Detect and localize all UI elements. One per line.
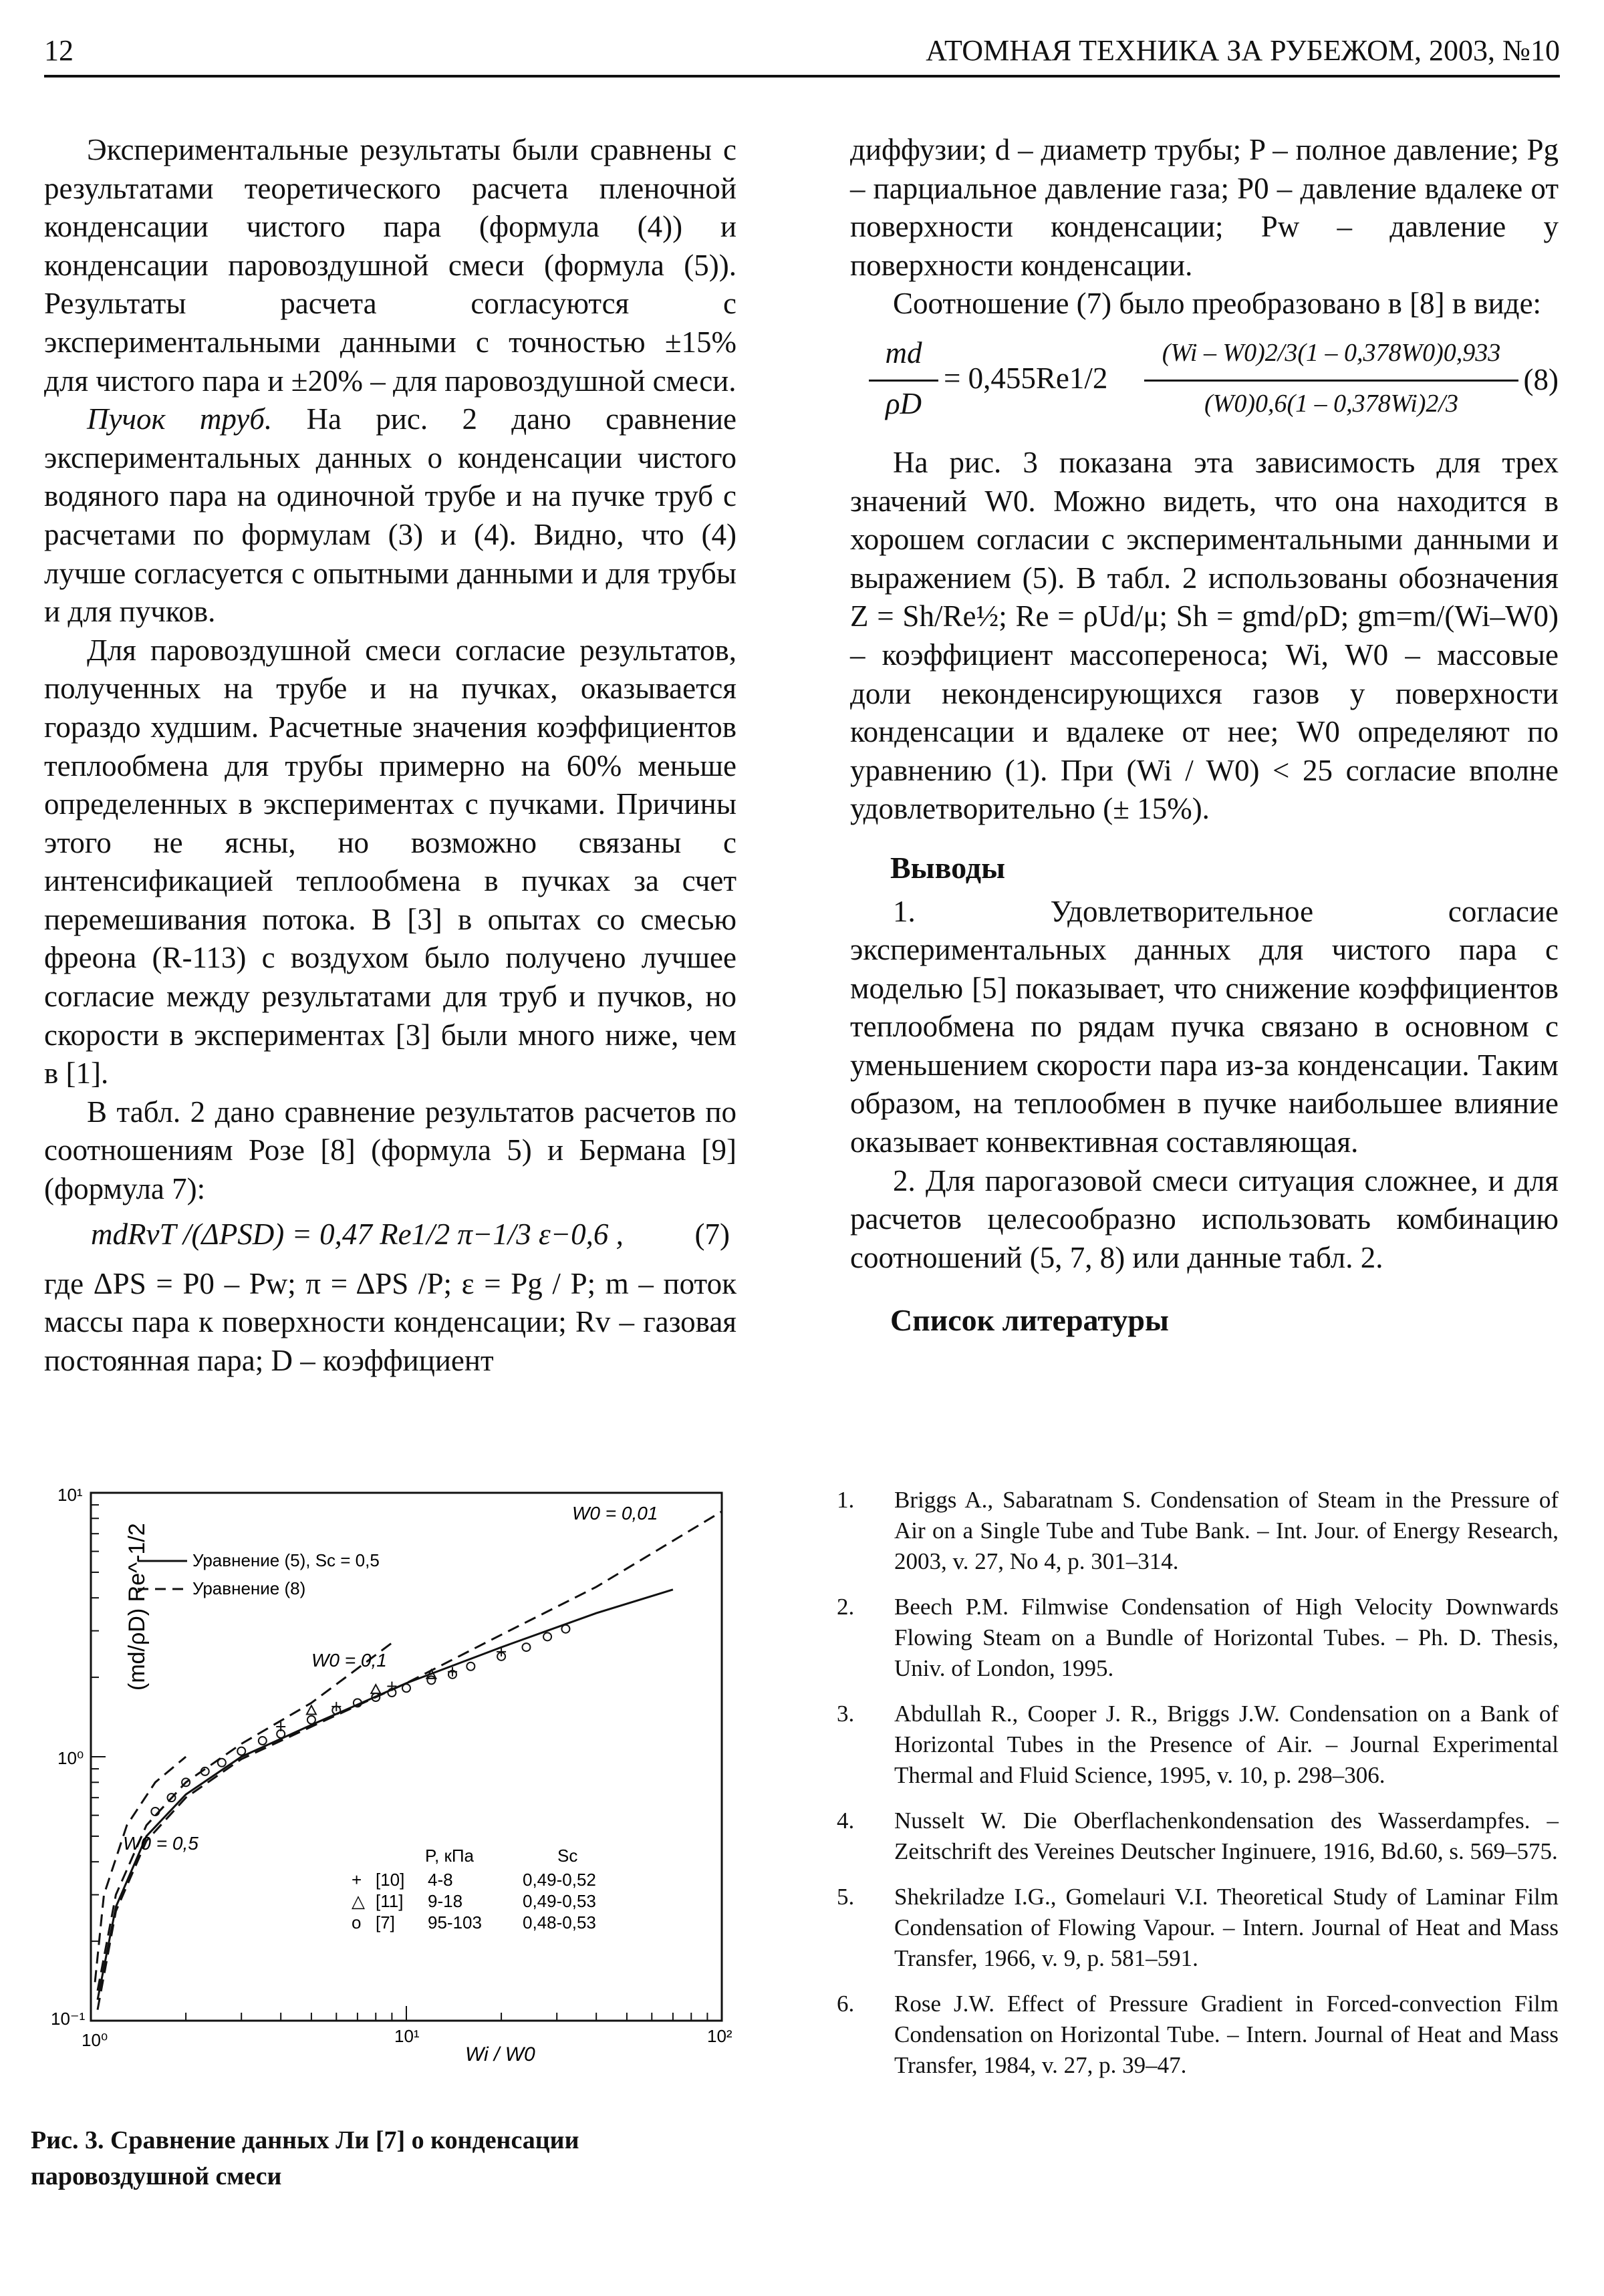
data-point-circle <box>543 1632 551 1640</box>
y-tick-label: 10⁻¹ <box>51 2009 86 2029</box>
x-tick-label: 10⁰ <box>82 2030 108 2050</box>
data-point-circle <box>427 1676 435 1684</box>
data-point-triangle <box>371 1685 380 1693</box>
curve-label-w001: W0 = 0,01 <box>572 1503 658 1524</box>
table-marker: o <box>352 1912 362 1932</box>
reference-item: 2. Beech P.M. Filmwise Condensation of High Velocity Downwards Flowing Steam on a Bundle of Horizontal Tubes. – Ph. D. Thesis, Univ. of London, 1995. <box>837 1594 1559 1681</box>
table-sc: 0,49-0,53 <box>523 1891 596 1911</box>
curve-label-w05: W0 = 0,5 <box>123 1833 198 1854</box>
paragraph: Для паровоздушной смеси согласие результатов, полученных на трубе и на пучках, оказывается гораздо худшим. Расчетные значения коэффициентов теплообмена для трубы примерно на 60% меньше определенных в экспериментах с пучками. Причины этого не ясны, но возможно связаны с интенсификацией теплообмена в пучках за счет перемешивания потока. В [3] в опытах со смесью фреона (R-113) с воздухом было получено лучшее согласие между результатами для труб и пучков, но скорости в экспериментах [3] были много ниже, чем в [1]. <box>44 633 737 1091</box>
paragraph: Соотношение (7) было преобразовано в [8] в виде: <box>893 287 1542 321</box>
formula-7-number: (7) <box>694 1217 730 1251</box>
y-tick-label: 10⁰ <box>57 1748 84 1768</box>
chart <box>44 1477 737 2065</box>
data-point-plus <box>331 1702 341 1711</box>
table-ref: [11] <box>376 1891 404 1911</box>
formula-8 <box>850 334 1559 434</box>
reference-list <box>837 1485 1559 2096</box>
curves <box>95 1512 722 2010</box>
data-point-circle <box>402 1684 410 1692</box>
table-pressure: 95-103 <box>428 1912 482 1932</box>
header-rule <box>44 75 1560 78</box>
formula-8-mid: = 0,455Re1/2 <box>944 361 1108 395</box>
references-heading: Список литературы <box>890 1303 1169 1338</box>
reference-item: 3. Abdullah R., Cooper J. R., Briggs J.W. Condensation on a Bank of Horizontal Tubes in the Presence of Air. – Journal Experimental Thermal and Fluid Science, 1995, v. 10, p. 298–306. <box>837 1701 1559 1788</box>
data-point-circle <box>237 1747 245 1755</box>
table-head: P, кПа <box>425 1846 474 1866</box>
table-pressure: 9-18 <box>428 1891 463 1911</box>
formula-8-rhs-den: (W0)0,6(1 – 0,378Wi)2/3 <box>1204 389 1458 418</box>
conclusions-heading: Выводы <box>890 850 1005 885</box>
data-point-circle <box>522 1643 530 1651</box>
formula-7 <box>44 1215 737 1258</box>
paragraph-lead: Пучок труб. <box>87 402 273 436</box>
figure-3 <box>44 1477 737 2065</box>
table-sc: 0,48-0,53 <box>523 1912 596 1932</box>
formula-7-text: mdRvT /(ΔPSD) = 0,47 Re1/2 π−1/3 ε−0,6 , <box>91 1217 624 1251</box>
fraction-line <box>1144 380 1518 382</box>
conclusion-item: 1. Удовлетворительное согласие экспериментальных данных для чистого пара с моделью [5] показывает, что снижение коэффициентов теплообмена по рядам пучка связано в основном с уменьшением скорости пара из-за конденсации. Таким образом, на теплообмен в пучке наибольшее влияние оказывает конвективная составляющая. <box>850 894 1559 1159</box>
x-tick-label: 10¹ <box>394 2026 420 2046</box>
conclusion-item: 2. Для парогазовой смеси ситуация сложнее, и для расчетов целесообразно использовать комбинацию соотношений (5, 7, 8) или данные табл. 2. <box>850 1163 1559 1274</box>
figure-caption: Рис. 3. Сравнение данных Ли [7] о конденсации паровоздушной смеси <box>31 2126 579 2190</box>
marker-legend-table <box>352 1846 596 1932</box>
reference-item: 1. Briggs A., Sabaratnam S. Condensation of Steam in the Pressure of Air on a Single Tube and Tube Bank. – Int. Jour. of Energy Research, 2003, v. 27, No 4, p. 301–314. <box>837 1487 1559 1574</box>
formula-8-lhs-num: md <box>885 335 922 370</box>
paragraph: На рис. 3 показана эта зависимость для трех значений W0. Можно видеть, что она находится в хорошем согласии с экспериментальными данными и выражением (5). В табл. 2 использованы обозначения Z = Sh/Re½; Re = ρUd/μ; Sh = gmd/ρD; gm=m/(Wi–W0) – коэффициент массопереноса; Wi, W0 – массовые доли неконденсирующихся газов у поверхности конденсации и вдалеке от нее; W0 определяют по уравнению (1). При (Wi / W0) < 25 согласие вполне удовлетворительно (± 15%). <box>850 445 1559 826</box>
data-point-circle <box>218 1759 226 1767</box>
table-pressure: 4-8 <box>428 1870 453 1890</box>
x-tick-label: 10² <box>707 2026 732 2046</box>
reference-item: 5. Shekriladze I.G., Gomelauri V.I. Theoretical Study of Laminar Film Condensation of Flowing Vapour. – Intern. Journal of Heat and Mass Transfer, 1966, v. 9, p. 581–591. <box>837 1884 1559 1971</box>
paragraph: Пучок труб. На рис. 2 дано сравнение экспериментальных данных о конденсации чистого водяного пара на одиночной трубе и на пучке труб с расчетами по формулам (3) и (4). Видно, что (4) лучше согласуется с опытными данными и для трубы и для пучков. <box>44 402 737 629</box>
fraction-line <box>869 380 938 382</box>
table-marker: △ <box>352 1891 365 1911</box>
legend-solid-label: Уравнение (5), Sc = 0,5 <box>192 1550 380 1570</box>
paragraph: Экспериментальные результаты были сравнены с результатами теоретического расчета пленочной конденсации чистого пара (формула (4)) и конденсации паровоздушной смеси (формула (5)). Результаты расчета согласуются с экспериментальными данными с точностью ±15% для чистого пара и ±20% – для паровоздушной смеси. <box>44 133 737 398</box>
data-point-circle <box>307 1716 315 1724</box>
y-tick-label: 10¹ <box>57 1485 83 1505</box>
formula-8-lhs-den: ρD <box>885 386 922 420</box>
data-point-circle <box>259 1737 267 1745</box>
y-axis-label: (md/ρD) Re^-1/2 <box>124 1523 150 1691</box>
table-head: Sc <box>557 1846 578 1866</box>
paragraph: где ΔPS = P0 – Pw; π = ΔPS /P; ε = Pg / P; m – поток массы пара к поверхности конденсации; Rv – газовая постоянная пара; D – коэффициент <box>44 1266 737 1377</box>
reference-item: 4. Nusselt W. Die Oberflachenkondensation des Wasserdampfes. – Zeitschrift des Vereines Deutscher Inginuere, 1916, Bd.60, s. 569–575. <box>837 1808 1559 1864</box>
data-point-circle <box>466 1663 475 1671</box>
formula-8-number: (8) <box>1523 362 1559 396</box>
left-column <box>44 131 737 1380</box>
journal-title: АТОМНАЯ ТЕХНИКА ЗА РУБЕЖОМ, 2003, №10 <box>926 34 1560 67</box>
reference-item: 6. Rose J.W. Effect of Pressure Gradient in Forced-convection Film Condensation on Horizontal Tube. – Intern. Journal of Heat and Mass Transfer, 1984, v. 27, p. 39–47. <box>837 1991 1559 2078</box>
right-column <box>850 131 1559 1345</box>
axis-ticks <box>91 1505 707 2021</box>
data-point-plus <box>448 1667 457 1677</box>
data-point-circle <box>561 1625 569 1633</box>
table-sc: 0,49-0,52 <box>523 1870 596 1890</box>
page-number: 12 <box>44 34 74 67</box>
curve-label-w01: W0 = 0,1 <box>311 1650 387 1671</box>
paragraph: В табл. 2 дано сравнение результатов расчетов по соотношениям Розе [8] (формула 5) и Бермана [9] (формула 7): <box>44 1095 737 1206</box>
table-marker: + <box>352 1870 362 1890</box>
formula-8-rhs-num: (Wi – W0)2/3(1 – 0,378W0)0,933 <box>1162 338 1501 367</box>
x-axis-label: Wi / W0 <box>465 2043 535 2065</box>
table-ref: [7] <box>376 1912 395 1932</box>
legend-dashed-label: Уравнение (8) <box>192 1578 306 1598</box>
table-ref: [10] <box>376 1870 405 1890</box>
data-point-triangle <box>307 1705 316 1714</box>
dashed-curve <box>98 1643 392 1991</box>
dashed-curve <box>98 1512 722 2010</box>
paragraph: диффузии; d – диаметр трубы; P – полное давление; Pg – парциальное давление газа; P0 – давление вдалеке от поверхности конденсации; Pw – давление у поверхности конденсации. <box>850 133 1559 282</box>
